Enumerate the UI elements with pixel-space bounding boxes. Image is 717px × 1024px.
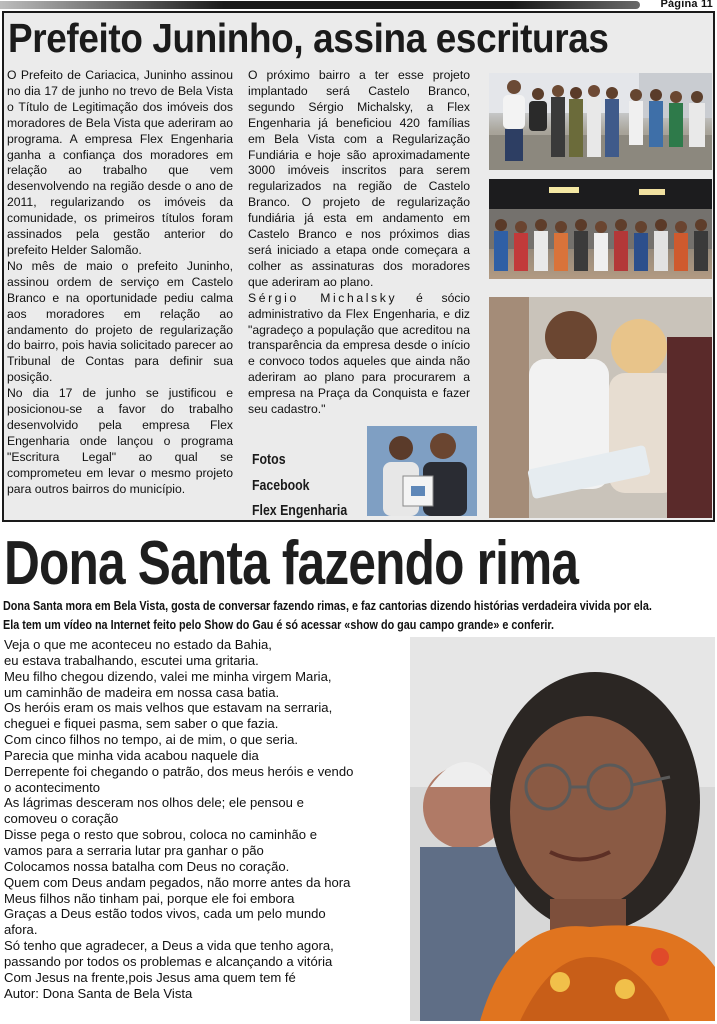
poem-line: Com Jesus na frente,pois Jesus ama quem tem fé (4, 969, 296, 985)
poem-line: As lágrimas desceram nos olhos dele; ele pensou e (4, 795, 304, 811)
photo-credits (252, 448, 348, 525)
poem-line: vamos para a serraria lutar pra ganhar o pão (4, 842, 264, 858)
poem-line: Derrepente foi chegando o patrão, dos meus heróis e vendo (4, 763, 354, 779)
poem-line: Meu filho chegou dizendo, valei me minha virgem Maria, (4, 668, 332, 684)
credit-line: Fotos (252, 452, 286, 468)
poem-line: Veja o que me aconteceu no estado da Bahia, (4, 637, 272, 652)
poem-line: um caminhão de madeira em nossa casa batia. (4, 684, 280, 700)
poem-text (4, 637, 410, 1001)
credit-line: Facebook (252, 477, 310, 494)
article1-paragraph: O Prefeito de Cariacica, Juninho assinou no dia 17 de junho no trevo de Bela Vista o Título de Legitimação dos imóveis dos moradores de Bela Vista que aderiram ao programa. A empresa Flex Engenharia ganha a confiança dos moradores em relação ao trabalho que vem desenvolvendo na região desde o ano de 2011, regularizando os imóveis da comunidade, os primeiros títulos foram assinados pela gestão anterior do prefeito Helder Salomão. (7, 68, 233, 257)
photo-two-men-certificate (367, 426, 477, 516)
article1-column-1 (7, 68, 233, 497)
poem-line: comoveu o coração (4, 811, 119, 827)
poem-line: Graças a Deus estão todos vivos, cada um pelo mundo (4, 906, 326, 922)
poem-line: Meus filhos não tinham pai, porque ele foi embora (4, 890, 295, 906)
poem-line: afora. (4, 922, 38, 938)
article1-column-2 (248, 68, 470, 418)
poem-line: Parecia que minha vida acabou naquele dia (4, 747, 259, 763)
article1-headline: Prefeito Juninho, assina escrituras (8, 15, 609, 61)
article1-paragraph: No mês de maio o prefeito Juninho, assinou ordem de serviço em Castelo Branco e na oportunidade pediu calma aos moradores em relação ao andamento do projeto de regularização do bairro, pois havia solicitado parecer ao Tribunal de Contas para definir sua posição. (7, 258, 233, 385)
poem-line: Colocamos nossa batalha com Deus no coração. (4, 858, 290, 874)
poem-line: o acontecimento (4, 779, 101, 795)
photo-dona-santa-portrait (410, 637, 715, 1021)
page-header-strip (0, 0, 717, 10)
poem-line: Autor: Dona Santa de Bela Vista (4, 985, 193, 1001)
credit-line: Flex Engenharia (252, 503, 348, 519)
article2-lead-line: Ela tem um vídeo na Internet feito pelo Show do Gau é só acessar «show do gau campo grande» e conferir. (3, 617, 555, 632)
page-number: Página 11 (660, 0, 713, 10)
article1-paragraph: O próximo bairro a ter esse projeto implantado será Castelo Branco, segundo Sérgio Michalsky, a Flex Engenharia já beneficiou 420 famílias em Bela Vista com a Regularização Fundiária e hoje são aproximadamente 3000 imóveis inscritos para serem regularizados na região de Castelo Branco. O projeto de regularização fundiária já esta em andamento em Castelo Branco e nos próximos dias será iniciado a etapa onde começara a colher as assinaturas dos moradores que aderiram ao plano. (248, 68, 470, 289)
photo-title-handover (489, 297, 712, 518)
poem-line: Só tenho que agradecer, a Deus a vida que tenho agora, (4, 938, 334, 954)
poem-line: Disse pega o resto que sobrou, coloca no caminhão e (4, 827, 317, 843)
article2-lead-line: Dona Santa mora em Bela Vista, gosta de conversar fazendo rimas, e faz cantorias dizendo histórias verdadeira vivida por ela. (3, 598, 652, 613)
poem-line: passando por todos os problemas e alcançando a vitória (4, 953, 333, 969)
article1-paragraph: No dia 17 de junho se justificou e posicionou-se a favor do trabalho desenvolvido pela empresa Flex Engenharia onde lançou o programa "Escritura Legal" ao qual se comprometeu em levar o mesmo projeto para outros bairros do município. (7, 386, 233, 496)
article2-headline: Dona Santa fazendo rima (4, 529, 579, 598)
poem-line: Quem com Deus andam pegados, não morre antes da hora (4, 874, 351, 890)
photo-night-crowd (489, 179, 712, 279)
quote-text: é sócio administrativo da Flex Engenharia, e diz "agradeço a população que acreditou na transparência da empresa desde o início e convoco todos aqueles que ainda não aderiram ao plano para procurarem a empresa na Praça da Conquista e fazer seu cadastro." (248, 290, 470, 417)
article1-quote-paragraph (248, 291, 470, 418)
poem-line: cheguei e fiquei pasma, sem saber o que fazia. (4, 716, 279, 732)
poem-line: Com cinco filhos no tempo, ai de mim, o que seria. (4, 732, 299, 748)
photo-ceremony-stage (489, 73, 712, 170)
header-bar (0, 1, 640, 9)
poem-line: Os heróis eram os mais velhos que estavam na serraria, (4, 700, 333, 716)
quote-speaker-name: Sérgio Michalsky (248, 290, 398, 305)
poem-line: eu estava trabalhando, escutei uma gritaria. (4, 652, 259, 668)
